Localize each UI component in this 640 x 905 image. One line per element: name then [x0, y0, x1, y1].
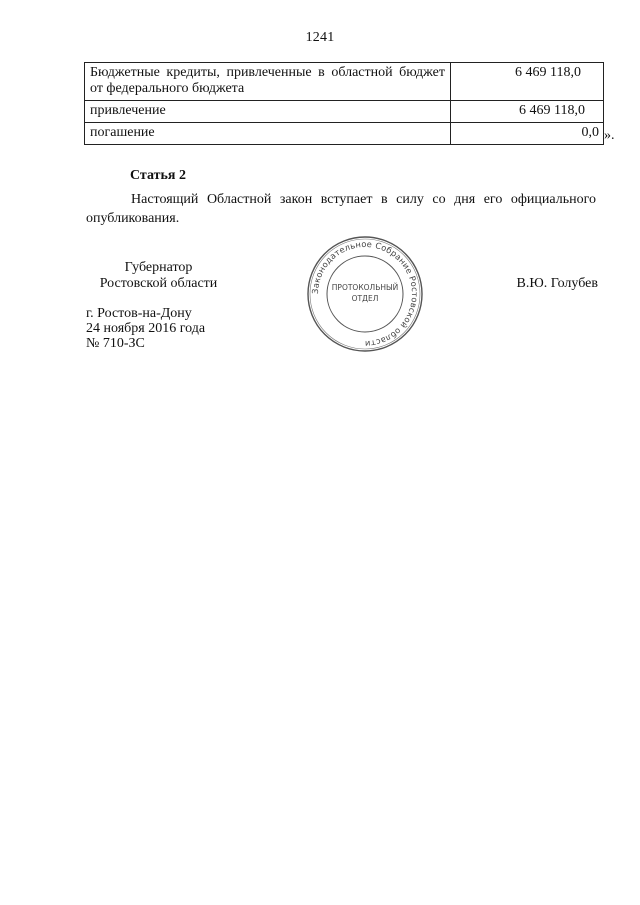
signatory-title-line2: Ростовской области	[99, 276, 218, 291]
document-number: № 710-ЗС	[86, 336, 145, 351]
table-row	[85, 63, 604, 101]
budget-table	[84, 62, 604, 145]
table-row	[85, 101, 604, 123]
document-date: 24 ноября 2016 года	[86, 321, 206, 336]
official-seal-stamp	[305, 234, 425, 354]
signatory-name: В.Ю. Голубев	[516, 276, 598, 291]
closing-quote: ».	[604, 128, 615, 143]
page-number: 1241	[305, 30, 335, 45]
table-cell-label: погашение	[85, 123, 451, 145]
table-cell-label: Бюджетные кредиты, привлеченные в областной бюджет от федерального бюджета	[85, 63, 451, 101]
signatory-title-line1: Губернатор	[124, 260, 193, 275]
place-date-block	[86, 306, 205, 351]
table-row	[85, 123, 604, 145]
table-cell-label: привлечение	[85, 101, 451, 123]
article-body: Настоящий Областной закон вступает в силу со дня его официального опубликования.	[86, 192, 596, 226]
article-heading: Статья 2	[130, 168, 186, 183]
table-cell-value: 6 469 118,0	[451, 63, 604, 101]
place-city: г. Ростов-на-Дону	[86, 306, 192, 321]
table-cell-value: 0,0	[451, 123, 604, 145]
stamp-inner-line1: ПРОТОКОЛЬНЫЙ	[331, 283, 399, 292]
table-cell-value: 6 469 118,0	[451, 101, 604, 123]
stamp-inner-line2: ОТДЕЛ	[351, 294, 379, 303]
stamp-outer-text: Законодательное Собрание Ростовской области	[309, 238, 421, 350]
